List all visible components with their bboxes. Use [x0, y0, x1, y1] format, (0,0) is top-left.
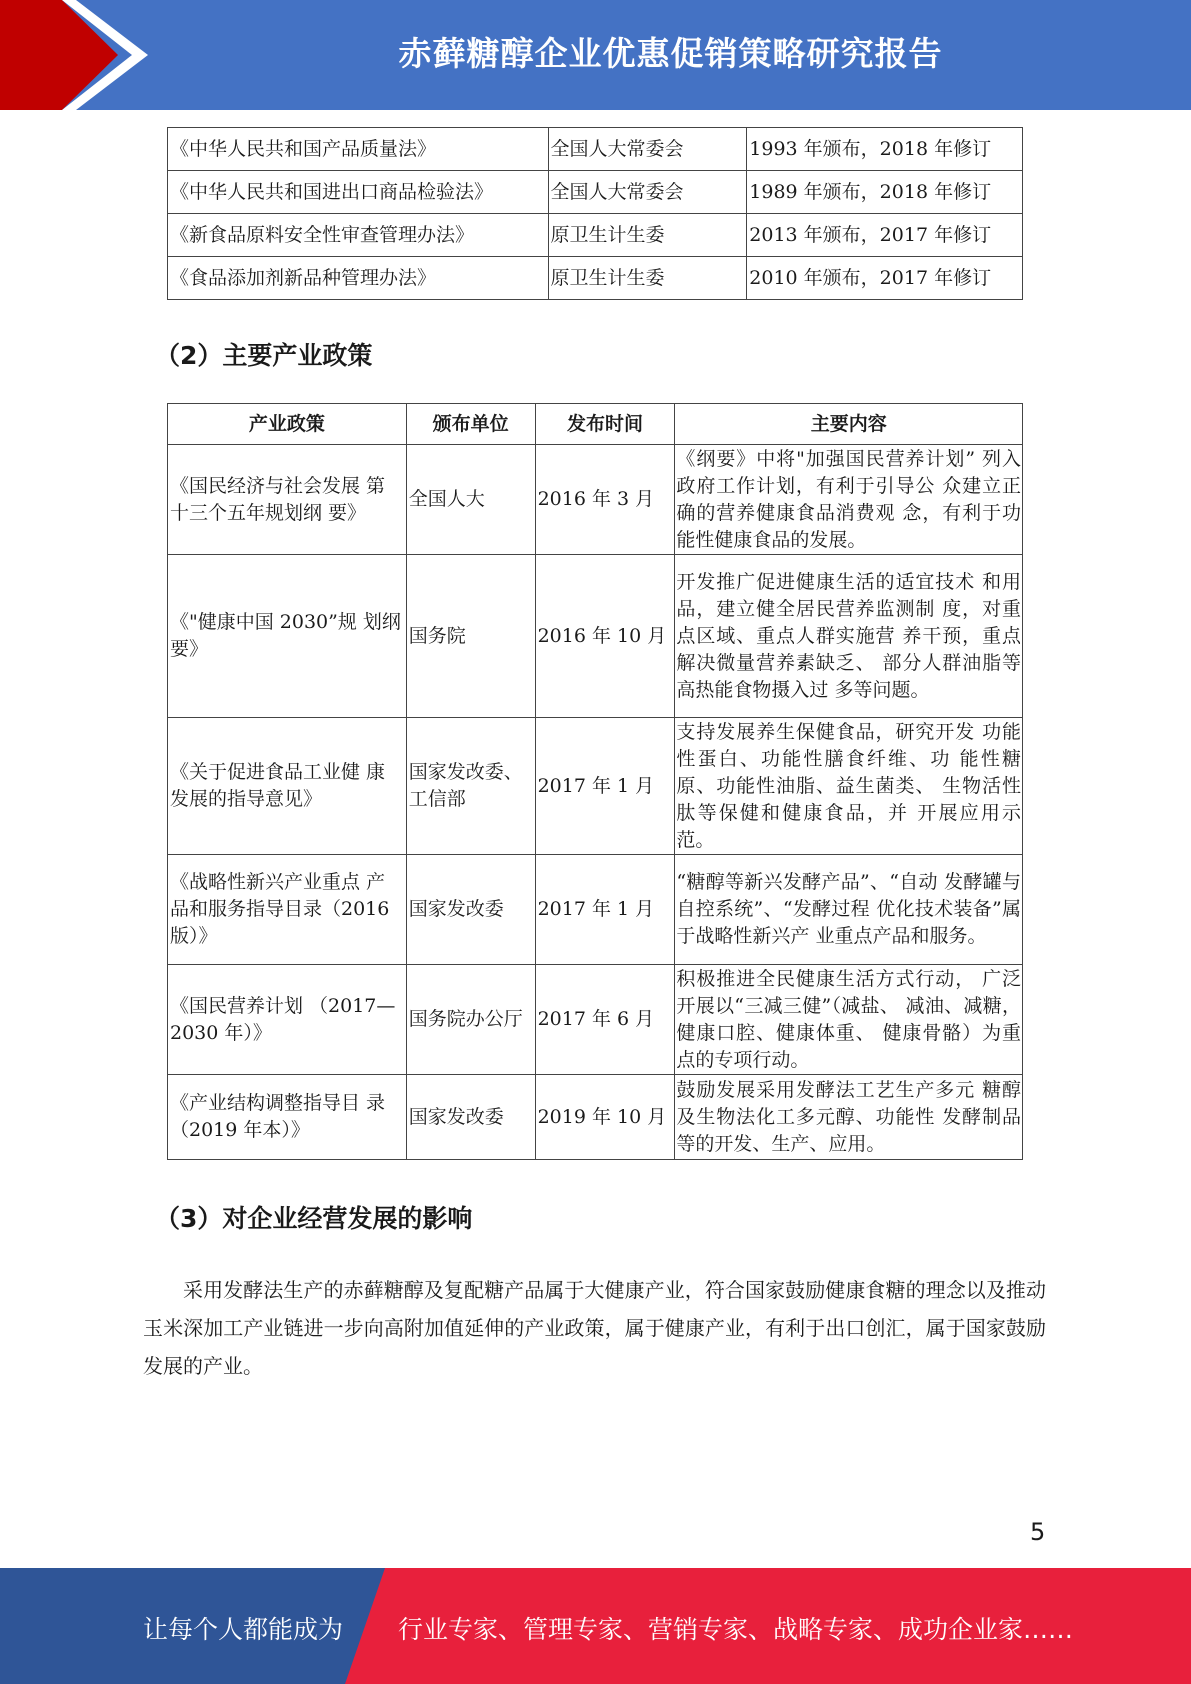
law-issuer: 原卫生计生委	[548, 257, 747, 300]
law-time: 1993 年颁布，2018 年修订	[747, 128, 1023, 171]
policy-date: 2017 年 1 月	[535, 718, 675, 855]
column-header: 主要内容	[675, 404, 1023, 445]
table-row	[168, 445, 1023, 555]
policy-name: 《国民营养计划 （2017—2030 年）》	[168, 965, 407, 1075]
policy-issuer: 国家发改委	[406, 855, 535, 965]
policy-date: 2016 年 3 月	[535, 445, 675, 555]
law-name: 《新食品原料安全性审查管理办法》	[168, 214, 549, 257]
table-row	[168, 1075, 1023, 1160]
page-number: 5	[1030, 1518, 1046, 1546]
table-row	[168, 171, 1023, 214]
policy-content: 鼓励发展采用发酵法工艺生产多元 糖醇及生物法化工多元醇、功能性 发酵制品等的开发、生产、应用。	[675, 1075, 1023, 1160]
law-issuer: 全国人大常委会	[548, 171, 747, 214]
law-name: 《食品添加剂新品种管理办法》	[168, 257, 549, 300]
section-heading-policies: （2）主要产业政策	[155, 341, 373, 370]
policy-name: 《产业结构调整指导目 录（2019 年本）》	[168, 1075, 407, 1160]
table-row	[168, 718, 1023, 855]
page-header	[0, 0, 1191, 110]
policy-content: 积极推进全民健康生活方式行动， 广泛开展以“三减三健”（减盐、 减油、减糖，健康口腔、健康体重、 健康骨骼）为重点的专项行动。	[675, 965, 1023, 1075]
policy-issuer: 国家发改委	[406, 1075, 535, 1160]
laws-table	[167, 127, 1023, 300]
policy-date: 2017 年 1 月	[535, 855, 675, 965]
impact-paragraph: 采用发酵法生产的赤藓糖醇及复配糖产品属于大健康产业，符合国家鼓励健康食糖的理念以及推动玉米深加工产业链进一步向高附加值延伸的产业政策，属于健康产业，有利于出口创汇，属于国家鼓励发展的产业。	[143, 1278, 1046, 1378]
policy-table	[167, 403, 1023, 1160]
policy-name: 《关于促进食品工业健 康发展的指导意见》	[168, 718, 407, 855]
law-issuer: 原卫生计生委	[548, 214, 747, 257]
law-time: 1989 年颁布，2018 年修订	[747, 171, 1023, 214]
header-arrow-decoration	[0, 0, 150, 110]
policy-name: 《国民经济与社会发展 第十三个五年规划纲 要》	[168, 445, 407, 555]
policy-name: 《"健康中国 2030”规 划纲要》	[168, 555, 407, 718]
policy-date: 2016 年 10 月	[535, 555, 675, 718]
table-row	[168, 965, 1023, 1075]
policy-issuer: 全国人大	[406, 445, 535, 555]
law-time: 2013 年颁布，2017 年修订	[747, 214, 1023, 257]
column-header: 颁布单位	[406, 404, 535, 445]
table-row	[168, 855, 1023, 965]
law-time: 2010 年颁布，2017 年修订	[747, 257, 1023, 300]
table-header-row	[168, 404, 1023, 445]
footer-slogan-right: 行业专家、管理专家、营销专家、战略专家、成功企业家……	[398, 1615, 1074, 1644]
table-row	[168, 214, 1023, 257]
policy-name: 《战略性新兴产业重点 产品和服务指导目录（2016 版）》	[168, 855, 407, 965]
table-row	[168, 555, 1023, 718]
policy-content: 开发推广促进健康生活的适宜技术 和用品，建立健全居民营养监测制 度，对重点区域、重点人群实施营 养干预，重点解决微量营养素缺乏、 部分人群油脂等高热能食物摄入过 多等问题。	[675, 555, 1023, 718]
law-name: 《中华人民共和国进出口商品检验法》	[168, 171, 549, 214]
law-name: 《中华人民共和国产品质量法》	[168, 128, 549, 171]
report-title: 赤藓糖醇企业优惠促销策略研究报告	[398, 34, 943, 73]
policy-date: 2019 年 10 月	[535, 1075, 675, 1160]
table-row	[168, 257, 1023, 300]
column-header: 发布时间	[535, 404, 675, 445]
policy-content: 支持发展养生保健食品，研究开发 功能性蛋白、功能性膳食纤维、功 能性糖原、功能性油脂、益生菌类、 生物活性肽等保健和健康食品，并 开展应用示范。	[675, 718, 1023, 855]
table-row	[168, 128, 1023, 171]
policy-issuer: 国务院	[406, 555, 535, 718]
policy-issuer: 国务院办公厅	[406, 965, 535, 1075]
column-header: 产业政策	[168, 404, 407, 445]
law-issuer: 全国人大常委会	[548, 128, 747, 171]
footer-slogan-left: 让每个人都能成为	[143, 1615, 344, 1644]
policy-date: 2017 年 6 月	[535, 965, 675, 1075]
policy-issuer: 国家发改委、工信部	[406, 718, 535, 855]
policy-content: 《纲要》中将"加强国民营养计划” 列入政府工作计划，有利于引导公 众建立正确的营养健康食品消费观 念，有利于功能性健康食品的发展。	[675, 445, 1023, 555]
section-heading-impact: （3）对企业经营发展的影响	[155, 1204, 473, 1233]
policy-content: “糖醇等新兴发酵产品”、“自动 发酵罐与自控系统”、“发酵过程 优化技术装备”属于战略性新兴产 业重点产品和服务。	[675, 855, 1023, 965]
